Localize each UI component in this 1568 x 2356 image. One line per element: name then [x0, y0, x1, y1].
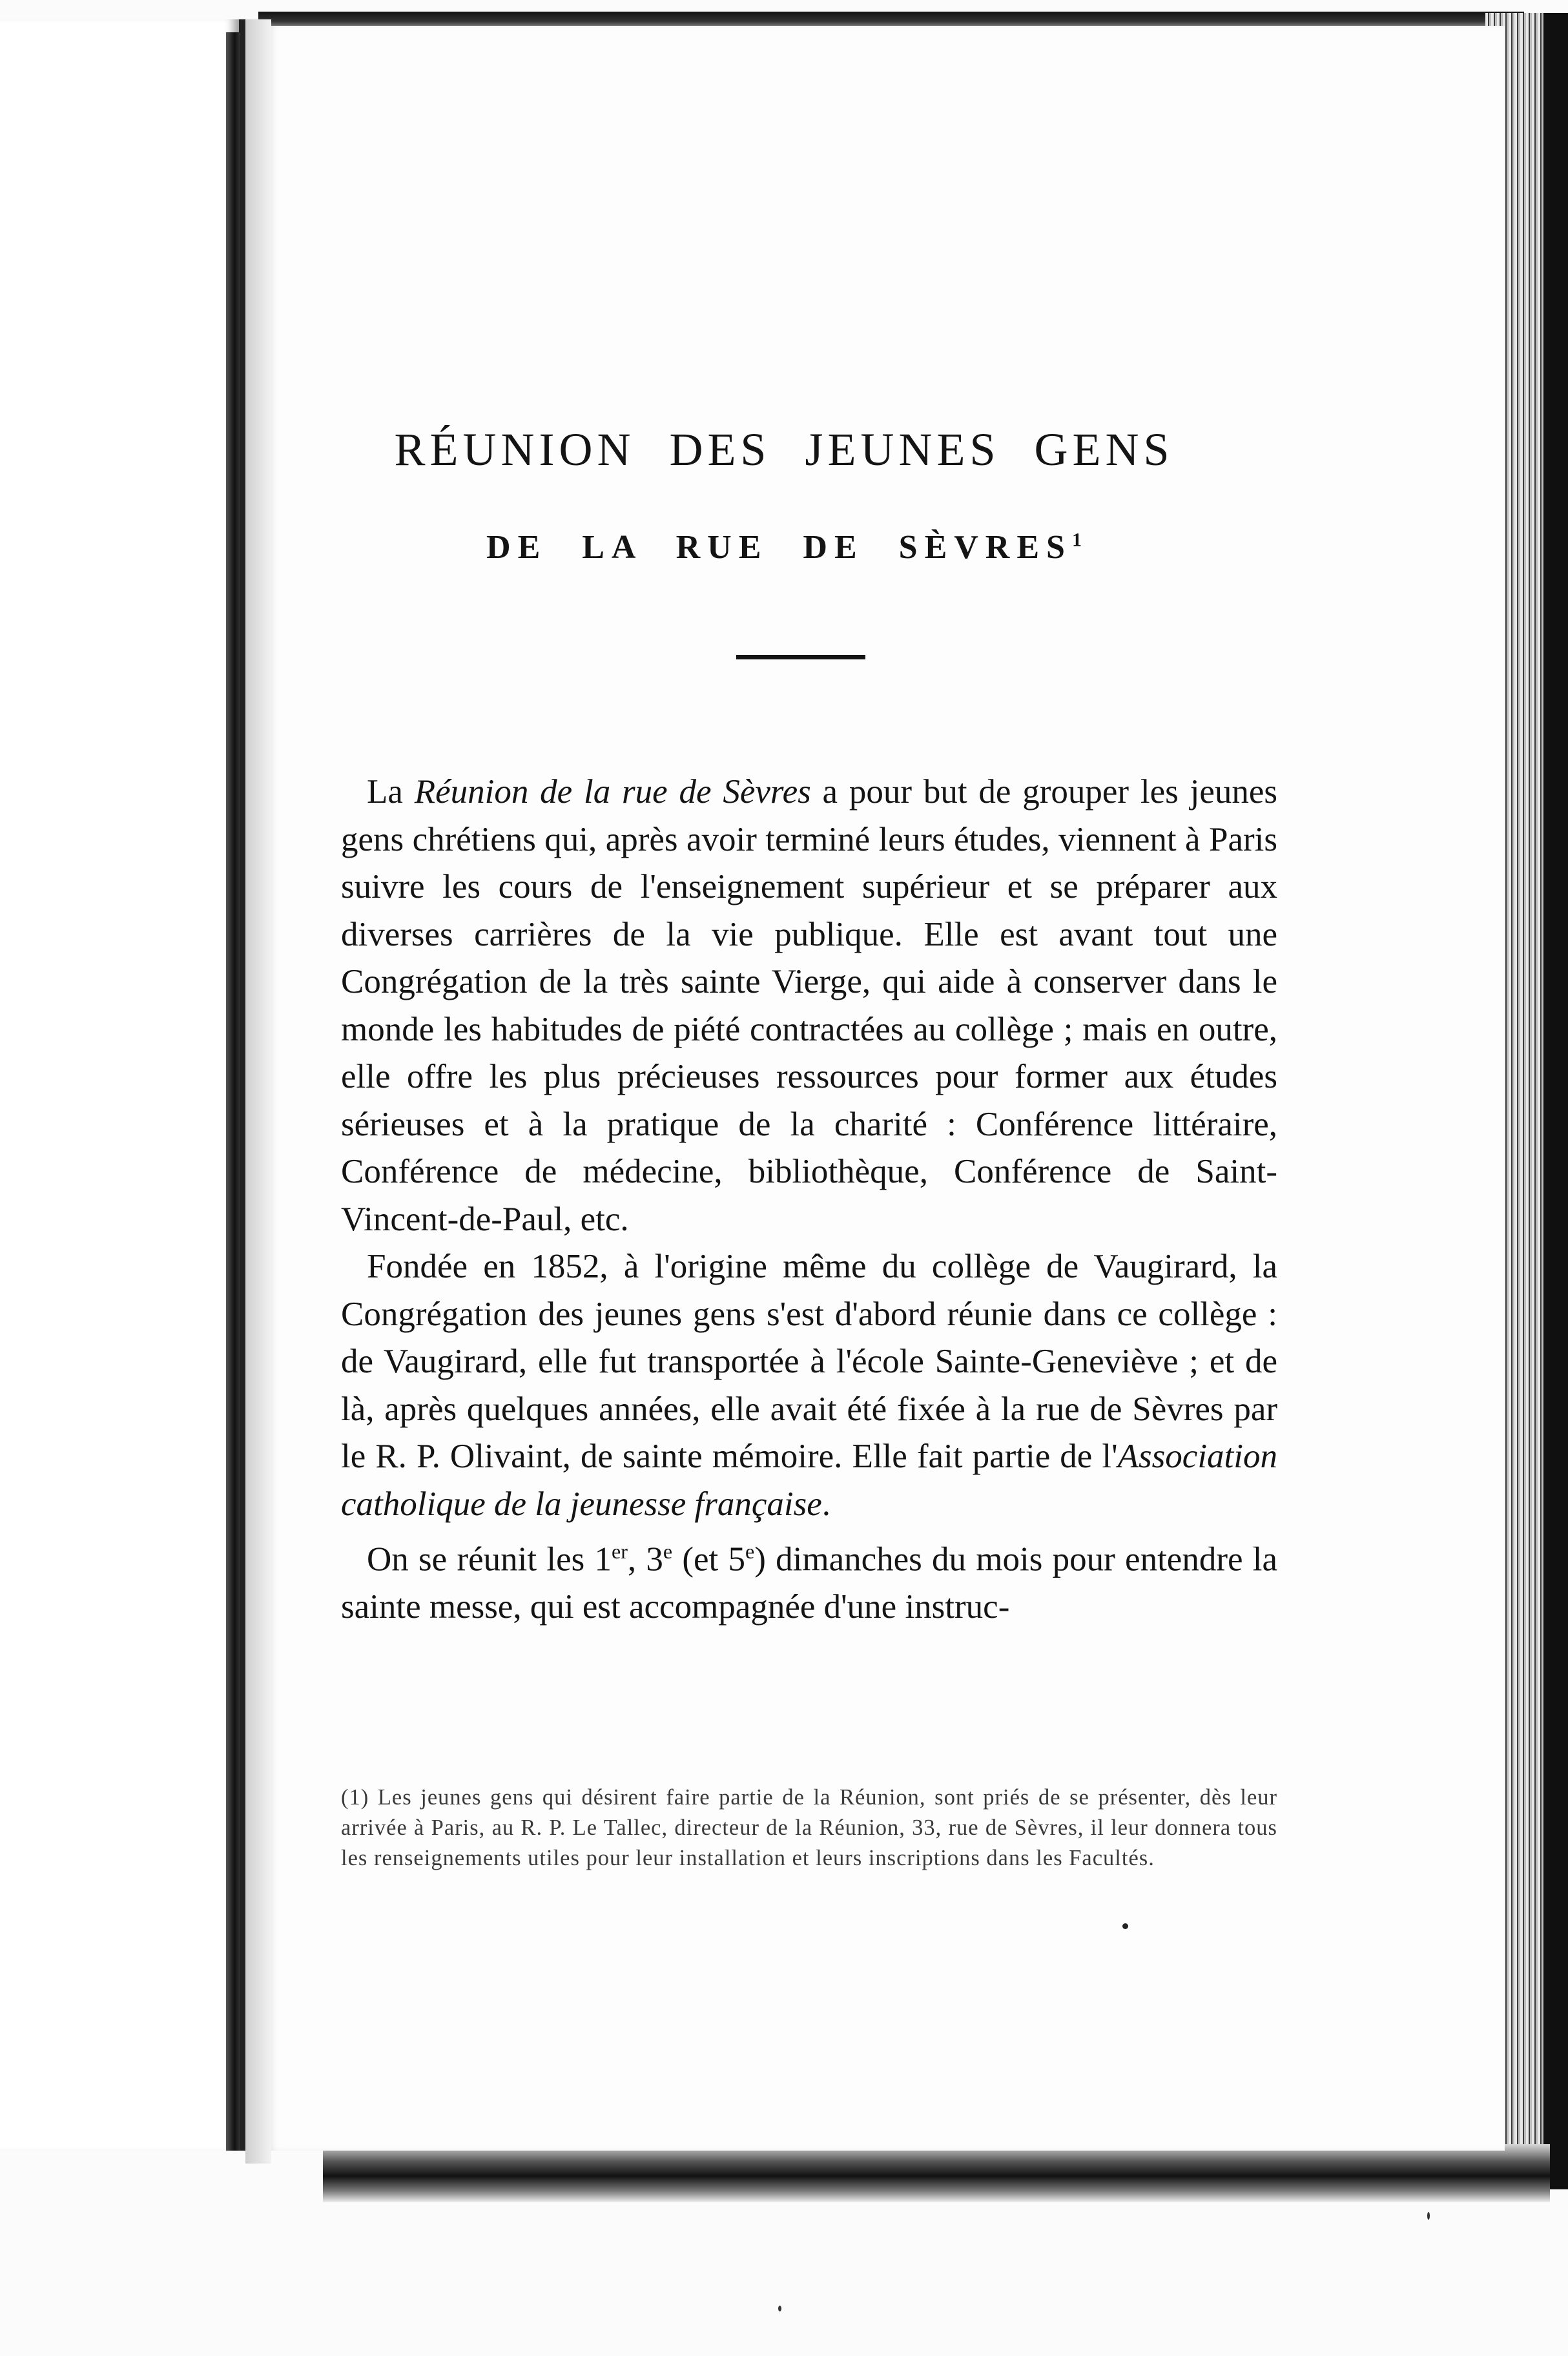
italic-phrase: Réunion de la rue de Sèvres: [414, 773, 811, 811]
ink-dot: [1122, 1923, 1128, 1929]
book-cover-edge: [1543, 13, 1568, 2189]
ordinal-superscript: e: [663, 1540, 673, 1563]
facing-page-edge: [226, 32, 240, 2151]
body-paragraph: [341, 769, 1277, 1243]
page-title: RÉUNION DES JEUNES GENS: [394, 424, 1174, 475]
ordinal-superscript: e: [745, 1540, 755, 1563]
subtitle-text: DE LA RUE DE SÈVRES: [486, 529, 1072, 566]
text-run: (et 5: [672, 1540, 745, 1578]
italic-phrase: Association catholique de la jeunesse française: [341, 1438, 1277, 1523]
footnote: (1) Les jeunes gens qui désirent faire partie de la Réunion, sont priés de se présenter, dès leur arrivée à Paris, au R. P. Le Tallec, directeur de la Réunion, 33, rue de Sèvres, il leur donnera tous les renseignements utiles pour leur installation et leurs inscriptions dans les Facultés.: [341, 1785, 1277, 1870]
ink-speck: [1427, 2212, 1430, 2220]
footnote-reference-mark: 1: [1071, 529, 1082, 551]
page-gutter: [245, 19, 271, 2164]
text-run: ) dimanches du mois pour entendre la sainte messe, qui est accompagnée d'une instruc-: [341, 1540, 1277, 1626]
text-run: .: [821, 1485, 831, 1523]
book-bottom-edge: [323, 2144, 1550, 2202]
text-run: La: [367, 773, 415, 811]
text-run: a pour but de grouper les jeunes gens chrétiens qui, après avoir terminé leurs études, viennent à Paris suivre les cours de l'enseignement supérieur et se préparer aux diverses carrières de la vie publique. Elle est avant tout une Congrégation de la très sainte Vierge, qui aide à conserver dans le monde les habitudes de piété contractées au collège ; mais en outre, elle offre les plus précieuses ressources pour former aux études sérieuses et à la pratique de la charité : Conférence littéraire, Conférence de médecine, bibliothèque, Conférence de Saint-Vincent-de-Paul, etc.: [341, 773, 1277, 1238]
body-paragraph: [341, 1243, 1277, 1528]
facing-page: [0, 19, 245, 2151]
body-text: [341, 769, 1277, 1631]
body-paragraph: [341, 1528, 1277, 1631]
text-run: , 3: [627, 1540, 663, 1578]
ink-speck: [778, 2306, 781, 2311]
page-subtitle: [0, 528, 1568, 566]
text-run: Fondée en 1852, à l'origine même du collège de Vaugirard, la Congrégation des jeunes gens s'est d'abord réunie dans ce collège : de Vaugirard, elle fut transportée à l'école Sainte-Geneviève ; et de là, après quelques années, elle avait été fixée à la rue de Sèvres par le R. P. Olivaint, de sainte mémoire. Elle fait partie de l': [341, 1248, 1277, 1475]
text-run: On se réunit les 1: [367, 1540, 612, 1578]
title-rule: [736, 655, 865, 659]
ordinal-superscript: er: [611, 1540, 628, 1563]
